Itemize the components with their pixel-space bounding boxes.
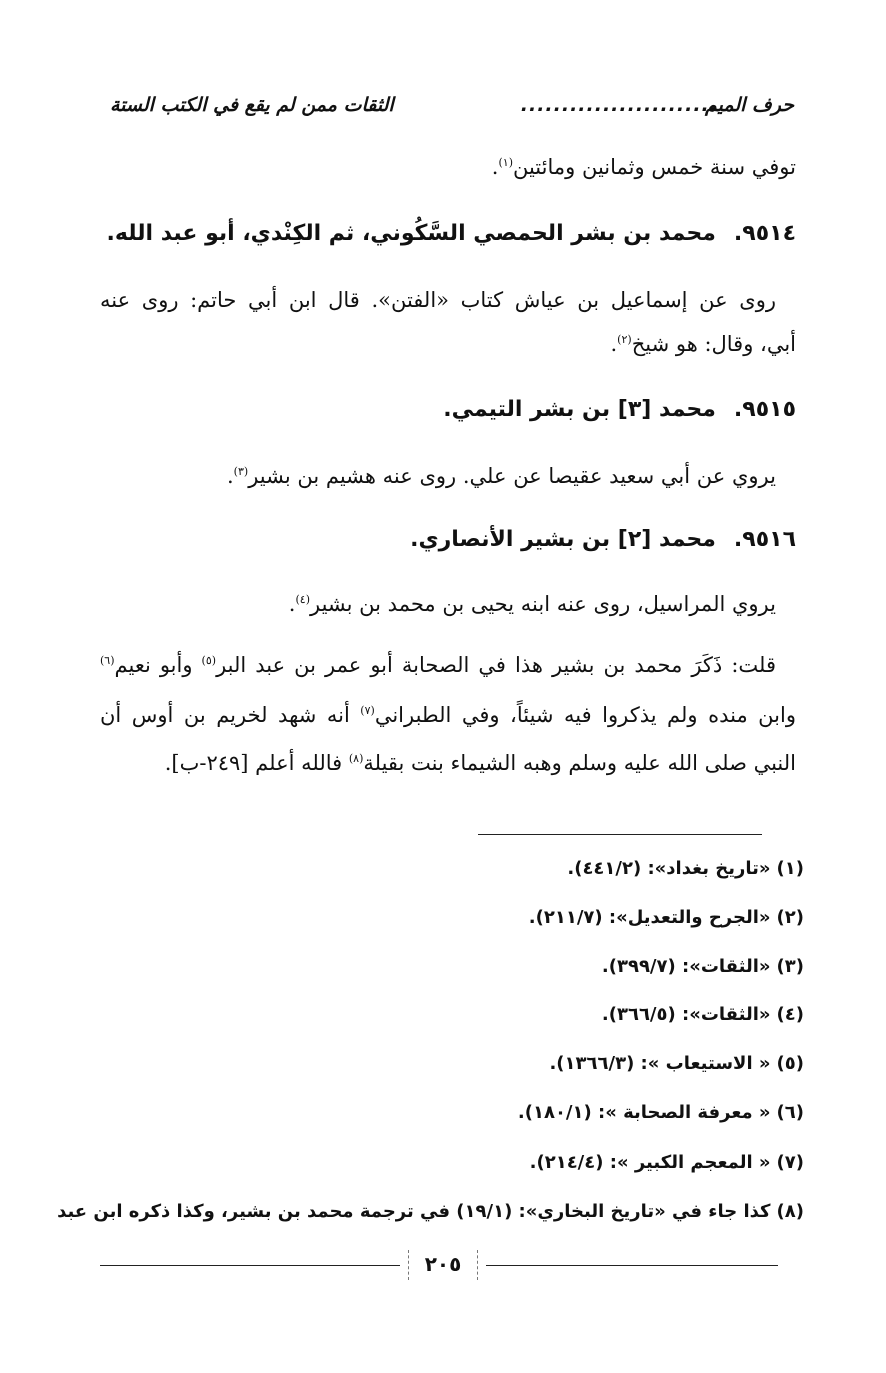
footnote-separator (478, 834, 762, 835)
footnote-text: كذا جاء في «تاريخ البخاري»: (١٩/١) في ترجمة محمد بن بشير، وكذا ذكره ابن عبد (57, 1201, 771, 1222)
footnote-text: «الثقات»: (٣٦٦/٥). (601, 1004, 771, 1025)
text: روى عن إسماعيل بن عياش كتاب «الفتن». قال ابن أبي حاتم: روى عنه (100, 288, 776, 312)
paragraph-line: يروي عن أبي سعيد عقيصا عن علي. روى عنه هشيم بن بشير$^{(٣)}$. (226, 464, 776, 488)
entry-name: محمد [٢] بن بشير الأنصاري. (410, 527, 716, 552)
footnote-ref: (٣) (233, 465, 249, 478)
text: قلت: ذَكَرَ محمد بن بشير هذا في الصحابة أبو عمر بن عبد البر (216, 653, 776, 677)
text: النبي صلى الله عليه وسلم وهبه الشيماء بنت بقيلة (363, 751, 796, 775)
footnote-ref: (٤) (295, 593, 310, 606)
paragraph-line (100, 648, 776, 682)
header-book-title: الثقات ممن لم يقع في الكتب الستة (110, 94, 394, 116)
header-dots: ........................ (520, 94, 718, 116)
entry-heading-9515 (443, 392, 796, 428)
entry-name: محمد [٣] بن بشر التيمي. (443, 397, 716, 422)
text: يروي عن أبي سعيد عقيصا عن علي. روى عنه هشيم بن بشير (248, 464, 776, 488)
footnote-number: (٧) (776, 1152, 804, 1173)
footnote-ref: (١) (498, 156, 513, 169)
footnote-number: (٢) (776, 907, 804, 928)
footer-rule-right (486, 1265, 778, 1266)
text: توفي سنة خمس وثمانين ومائتين (512, 155, 796, 179)
entry-heading-9514 (107, 216, 796, 252)
text: أنه شهد لخريم بن أوس أن (100, 703, 361, 727)
footer-rule-left (100, 1265, 400, 1266)
footnote-8 (57, 1197, 804, 1227)
paragraph-line (100, 698, 796, 732)
entry-heading-9516 (410, 522, 796, 558)
footnote-number: (٤) (776, 1004, 804, 1025)
footnote-7 (530, 1148, 804, 1178)
footnote-2 (529, 903, 804, 933)
text: وأبو نعيم (114, 653, 202, 677)
page-number-ornament (408, 1250, 478, 1280)
footnote-number: (٦) (776, 1102, 804, 1123)
page-number-text: ٢٠٥ (424, 1252, 462, 1276)
running-header (110, 88, 794, 124)
entry-number: ٩٥١٦. (733, 527, 796, 552)
footnote-text: «الثقات»: (٣٩٩/٧). (601, 956, 771, 977)
footnote-text: «تاريخ بغداد»: (٤٤١/٢). (567, 858, 771, 879)
text: أبي، وقال: هو شيخ (631, 332, 796, 356)
footnote-1 (567, 854, 804, 884)
footnote-ref: (٦) (100, 654, 115, 667)
footnote-text: « الاستيعاب »: (١٣٦٦/٣). (549, 1053, 771, 1074)
paragraph-line: أبي، وقال: هو شيخ$^{(٢)}$. (610, 332, 796, 356)
footnote-number: (١) (776, 858, 804, 879)
text: فالله أعلم [٢٤٩-ب]. (164, 751, 349, 775)
entry-name: محمد بن بشر الحمصي السَّكُوني، ثم الكِنْدي، أبو عبد الله. (106, 221, 716, 246)
footnote-3 (602, 952, 804, 982)
text: يروي المراسيل، روى عنه ابنه يحيى بن محمد بن بشير (310, 592, 776, 616)
footnote-6 (518, 1098, 804, 1128)
footnote-number: (٨) (776, 1201, 804, 1222)
entry-number: ٩٥١٥. (733, 397, 796, 422)
footnote-number: (٣) (776, 956, 804, 977)
page-number (402, 1248, 484, 1282)
footnote-text: « معرفة الصحابة »: (١٨٠/١). (517, 1102, 771, 1123)
paragraph-line: يروي المراسيل، روى عنه ابنه يحيى بن محمد بن بشير$^{(٤)}$. (288, 592, 776, 616)
paragraph-line (100, 283, 776, 317)
footnote-5 (549, 1049, 804, 1079)
footnote-ref: (٨) (348, 752, 364, 765)
footnote-ref: (٥) (201, 654, 217, 667)
footnote-number: (٥) (776, 1053, 804, 1074)
paragraph-line (100, 746, 796, 780)
footnote-ref: (٧) (360, 704, 375, 717)
footnote-4 (602, 1000, 804, 1030)
footnote-text: «الجرح والتعديل»: (٢١١/٧). (528, 907, 771, 928)
footnote-text: « المعجم الكبير »: (٢١٤/٤). (529, 1152, 771, 1173)
entry-number: ٩٥١٤. (733, 221, 796, 246)
text-line-death-year: توفي سنة خمس وثمانين ومائتين$^{(١)}$. (491, 155, 796, 179)
footnote-ref: (٢) (617, 333, 632, 346)
text: وابن منده ولم يذكروا فيه شيئاً، وفي الطبراني (374, 703, 796, 727)
header-section-title: حرف الميم (705, 94, 794, 116)
